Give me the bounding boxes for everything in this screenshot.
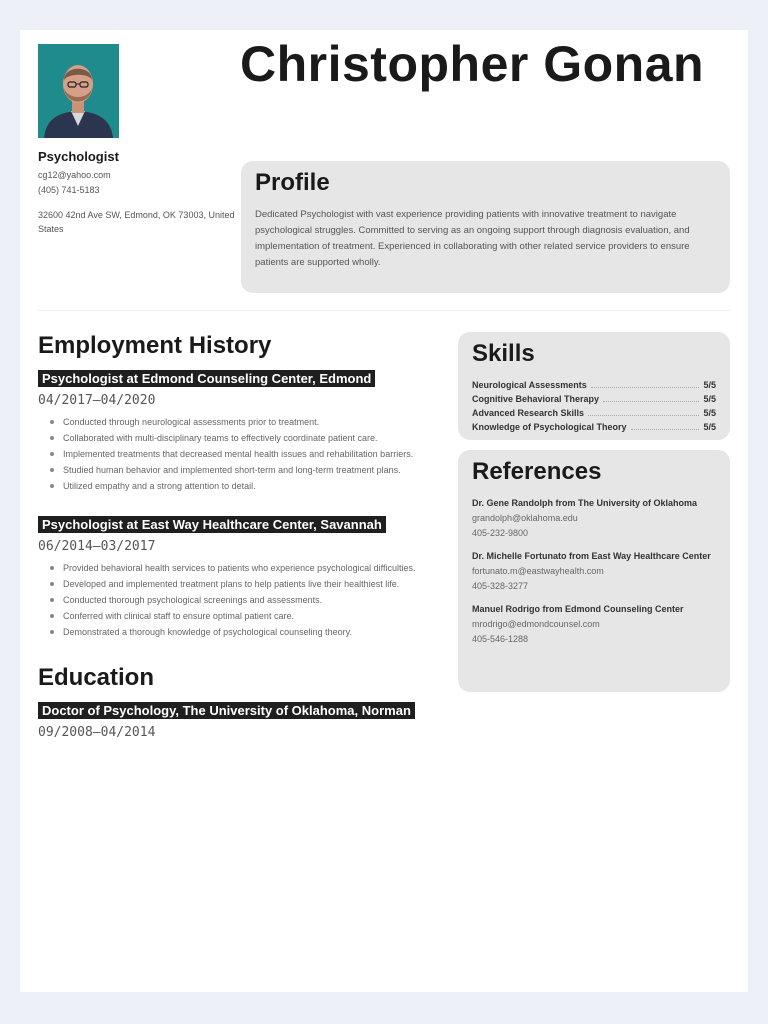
- dotted-leader: [603, 401, 699, 402]
- references-heading: References: [472, 458, 602, 485]
- education-heading-entry: Doctor of Psychology, The University of Oklahoma, Norman: [38, 700, 448, 721]
- reference-name: Dr. Michelle Fortunato from East Way Healthcare Center: [472, 551, 711, 561]
- education-section: [38, 664, 448, 740]
- address-text: 32600 42nd Ave SW, Edmond, OK 73003, United States: [38, 210, 235, 234]
- reference-name: Dr. Gene Randolph from The University of Oklahoma: [472, 498, 698, 508]
- email-text: cg12@yahoo.com: [38, 170, 111, 180]
- reference-entry: [472, 549, 716, 594]
- job-heading: Psychologist at East Way Healthcare Center, Savannah: [38, 514, 448, 535]
- job-dates: 04/2017—04/2020: [38, 393, 156, 408]
- skill-level: 5/5: [703, 408, 716, 418]
- education-heading: Education: [38, 664, 155, 691]
- employment-heading: Employment History: [38, 332, 272, 359]
- reference-phone: 405-546-1288: [472, 634, 529, 644]
- job-bullets: [38, 560, 448, 640]
- skill-name: Cognitive Behavioral Therapy: [472, 394, 600, 404]
- skill-row: [472, 420, 716, 434]
- reference-email: grandolph@oklahoma.edu: [472, 513, 578, 523]
- contact-info: [38, 149, 238, 236]
- dotted-leader: [591, 387, 700, 388]
- skill-name: Knowledge of Psychological Theory: [472, 422, 627, 432]
- candidate-name: Christopher Gonan: [240, 36, 705, 92]
- job-heading: Psychologist at Edmond Counseling Center, Edmond: [38, 368, 448, 389]
- phone-text: (405) 741-5183: [38, 185, 100, 195]
- skill-row: [472, 406, 716, 420]
- reference-phone: 405-232-9800: [472, 528, 529, 538]
- profile-photo: [38, 44, 119, 138]
- reference-entry: [472, 602, 716, 647]
- skill-level: 5/5: [703, 422, 716, 432]
- list-item: Conducted thorough psychological screenings and assessments.: [48, 592, 448, 608]
- skills-heading: Skills: [472, 340, 535, 367]
- list-item: Collaborated with multi-disciplinary teams to effectively coordinate patient care.: [48, 430, 448, 446]
- reference-email: mrodrigo@edmondcounsel.com: [472, 619, 600, 629]
- person-portrait-icon: [38, 44, 119, 138]
- profile-heading: Profile: [255, 169, 330, 196]
- dotted-leader: [631, 429, 700, 430]
- main-column: [38, 332, 448, 746]
- resume-page: [20, 30, 748, 992]
- section-divider: [38, 310, 730, 311]
- skill-level: 5/5: [703, 394, 716, 404]
- skills-section: [458, 332, 730, 440]
- profile-text: Dedicated Psychologist with vast experience providing patients with innovative treatment to navigate psychological struggles. Committed to serving as an ongoing support through diagnosis evaluation, and implementation of treatment. Experienced in collaborating with other related service providers to ensure patients are supported wholly.: [255, 209, 690, 268]
- skill-name: Advanced Research Skills: [472, 408, 585, 418]
- job-title: Psychologist: [38, 149, 119, 164]
- reference-phone: 405-328-3277: [472, 581, 529, 591]
- list-item: Utilized empathy and a strong attention to detail.: [48, 478, 448, 494]
- skill-level: 5/5: [703, 380, 716, 390]
- reference-entry: [472, 496, 716, 541]
- dotted-leader: [588, 415, 699, 416]
- list-item: Studied human behavior and implemented short-term and long-term treatment plans.: [48, 462, 448, 478]
- list-item: Conducted through neurological assessments prior to treatment.: [48, 414, 448, 430]
- job-entry: [38, 514, 448, 640]
- profile-section: [241, 161, 730, 293]
- reference-email: fortunato.m@eastwayhealth.com: [472, 566, 604, 576]
- list-item: Demonstrated a thorough knowledge of psychological counseling theory.: [48, 624, 448, 640]
- reference-name: Manuel Rodrigo from Edmond Counseling Center: [472, 604, 684, 614]
- education-dates: 09/2008—04/2014: [38, 725, 156, 740]
- job-entry: [38, 368, 448, 494]
- list-item: Conferred with clinical staff to ensure optimal patient care.: [48, 608, 448, 624]
- references-section: [458, 450, 730, 692]
- skill-name: Neurological Assessments: [472, 380, 587, 390]
- list-item: Developed and implemented treatment plans to help patients live their healthiest life.: [48, 576, 448, 592]
- job-dates: 06/2014—03/2017: [38, 539, 156, 554]
- list-item: Implemented treatments that decreased mental health issues and rehabilitation barriers.: [48, 446, 448, 462]
- job-bullets: [38, 414, 448, 494]
- list-item: Provided behavioral health services to patients who experience psychological difficulties.: [48, 560, 448, 576]
- skill-row: [472, 392, 716, 406]
- skill-row: [472, 378, 716, 392]
